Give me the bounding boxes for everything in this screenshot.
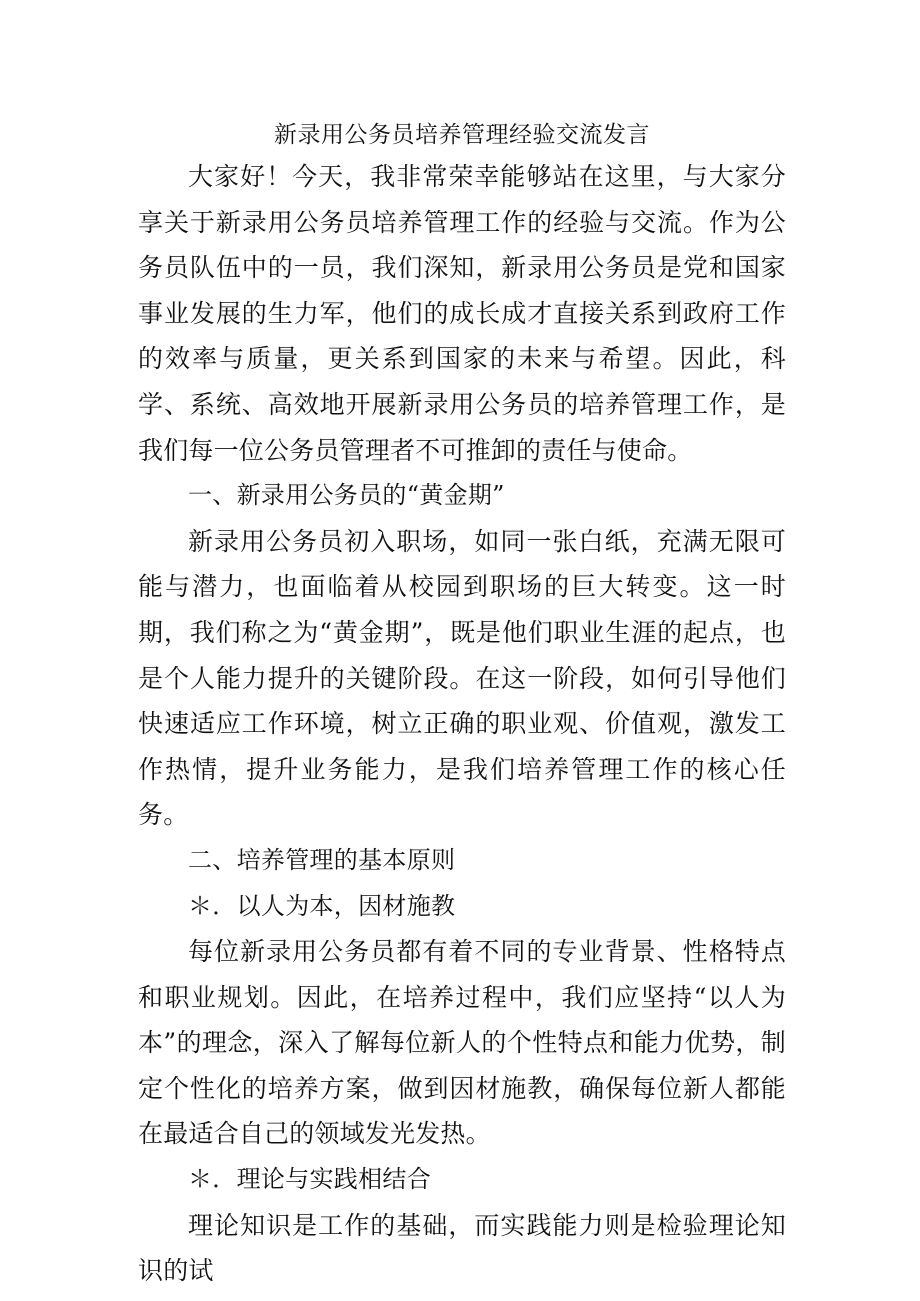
paragraph-theory-practice: 理论知识是工作的基础，而实践能力则是检验理论知识的试 xyxy=(138,1210,786,1286)
paragraph-golden-period: 新录用公务员初入职场，如同一张白纸，充满无限可能与潜力，也面临着从校园到职场的巨大转变。这一时期，我们称之为“黄金期”，既是他们职业生涯的起点，也是个人能力提升的关键阶段。在这一阶段，如何引导他们快速适应工作环境，树立正确的职业观、价值观，激发工作热情，提升业务能力，是我们培养管理工作的核心任务。 xyxy=(138,526,786,830)
section-heading-principles: 二、培养管理的基本原则 xyxy=(188,845,456,874)
subheading-theory-practice: ＊．理论与实践相结合 xyxy=(188,1165,431,1194)
paragraph-opening: 大家好！今天，我非常荣幸能够站在这里，与大家分享关于新录用公务员培养管理工作的经验与交流。作为公务员队伍中的一员，我们深知，新录用公务员是党和国家事业发展的生力军，他们的成长成才直接关系到政府工作的效率与质量，更关系到国家的未来与希望。因此，科学、系统、高效地开展新录用公务员的培养管理工作，是我们每一位公务员管理者不可推卸的责任与使命。 xyxy=(138,162,786,465)
document-title: 新录用公务员培养管理经验交流发言 xyxy=(274,122,650,148)
paragraph-people-oriented: 每位新录用公务员都有着不同的专业背景、性格特点和职业规划。因此，在培养过程中，我们应坚持“以人为本”的理念，深入了解每位新人的个性特点和能力优势，制定个性化的培养方案，做到因材施教，确保每位新人都能在最适合自己的领域发光发热。 xyxy=(138,937,786,1149)
subheading-people-oriented: ＊．以人为本，因材施教 xyxy=(188,891,456,920)
section-heading-golden-period: 一、新录用公务员的“黄金期” xyxy=(188,481,505,510)
